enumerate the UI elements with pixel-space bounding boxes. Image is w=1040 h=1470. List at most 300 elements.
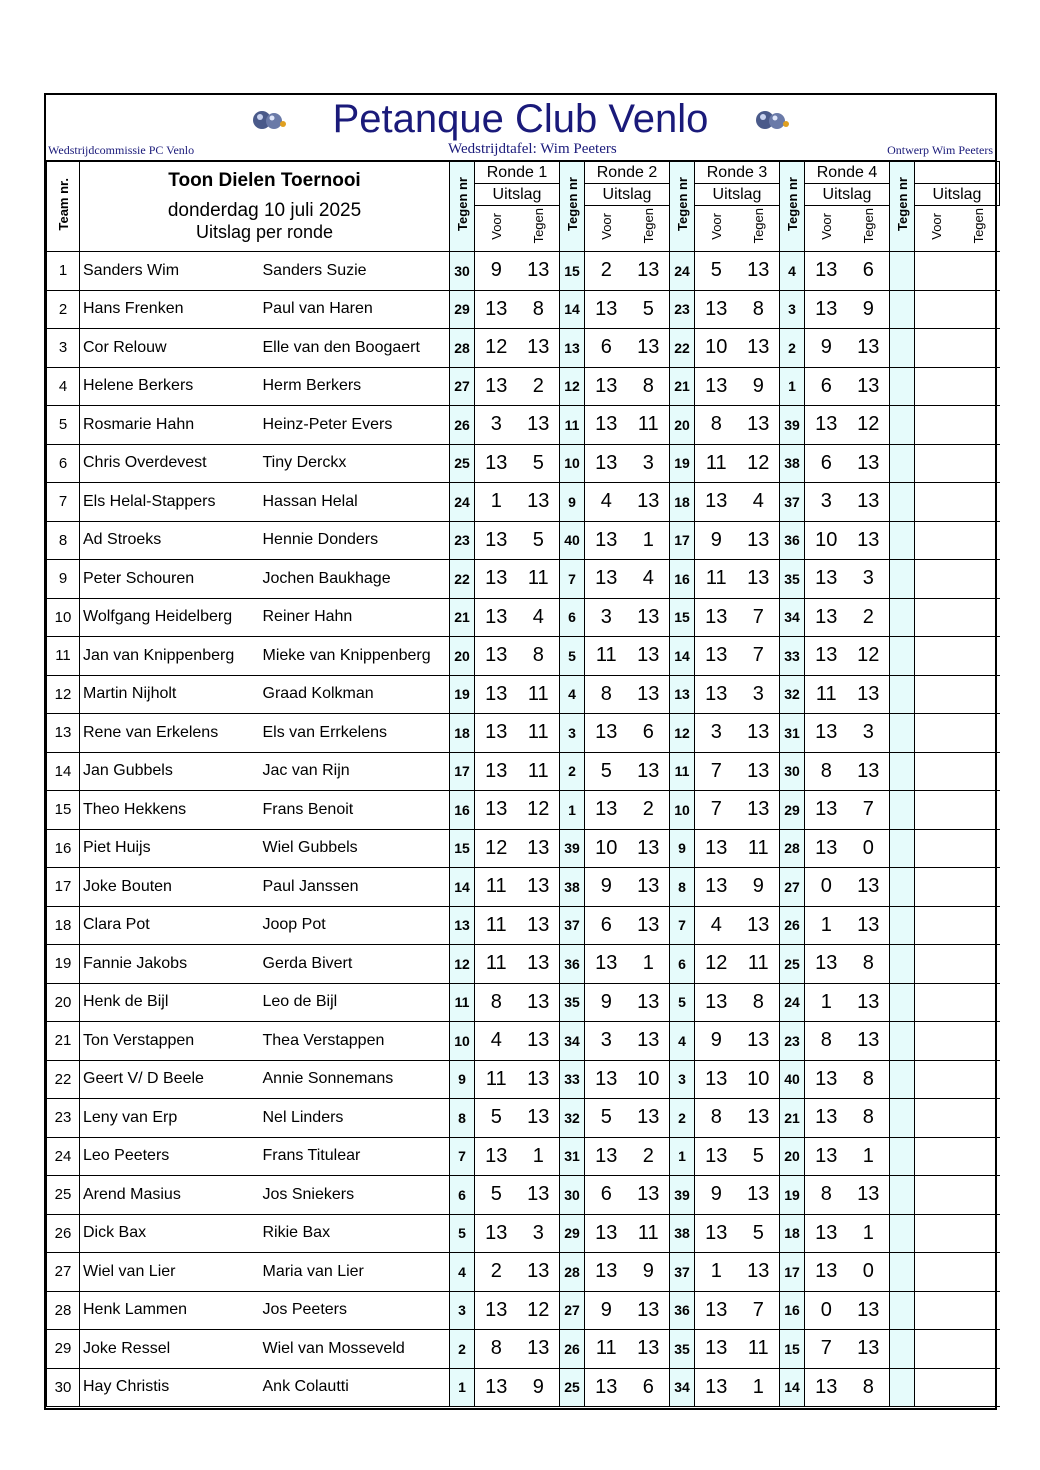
- player-1: Fannie Jakobs: [80, 945, 260, 984]
- team-number: 18: [47, 906, 80, 945]
- player-1: Wolfgang Heidelberg: [80, 598, 260, 637]
- score-tegen: [958, 1137, 1000, 1176]
- score-voor: 13: [695, 483, 738, 522]
- tegen-header: Tegen: [848, 206, 890, 252]
- score-tegen: 13: [518, 252, 560, 291]
- round-4-header: Ronde 4: [805, 162, 890, 184]
- score-tegen: 13: [518, 1330, 560, 1369]
- score-tegen: 13: [848, 906, 890, 945]
- score-tegen: 8: [738, 983, 780, 1022]
- opponent-number: 37: [670, 1253, 695, 1292]
- score-tegen: 0: [848, 1253, 890, 1292]
- opponent-number: 36: [670, 1291, 695, 1330]
- opponent-number: 33: [780, 637, 805, 676]
- opponent-number: 2: [670, 1099, 695, 1138]
- score-tegen: 9: [628, 1253, 670, 1292]
- opponent-number: [890, 1330, 915, 1369]
- score-tegen: 5: [738, 1214, 780, 1253]
- score-tegen: [958, 1099, 1000, 1138]
- opponent-number: 37: [560, 906, 585, 945]
- score-tegen: 12: [738, 444, 780, 483]
- score-voor: 13: [475, 675, 518, 714]
- score-tegen: [958, 1291, 1000, 1330]
- score-voor: 13: [475, 1214, 518, 1253]
- score-tegen: 13: [848, 444, 890, 483]
- opponent-number: [890, 1368, 915, 1407]
- score-tegen: 1: [848, 1137, 890, 1176]
- opponent-number: 36: [780, 521, 805, 560]
- score-tegen: 13: [738, 752, 780, 791]
- score-voor: 8: [805, 752, 848, 791]
- score-voor: 4: [695, 906, 738, 945]
- score-tegen: 6: [628, 1368, 670, 1407]
- score-voor: 13: [805, 598, 848, 637]
- score-tegen: [958, 367, 1000, 406]
- table-row: [47, 752, 1000, 791]
- table-row: [47, 1022, 1000, 1061]
- score-tegen: 13: [848, 1330, 890, 1369]
- score-voor: 5: [475, 1099, 518, 1138]
- opponent-number: 32: [780, 675, 805, 714]
- opponent-number: 27: [780, 868, 805, 907]
- score-voor: 5: [475, 1176, 518, 1215]
- results-table: [46, 161, 1000, 1407]
- opponent-number: 1: [670, 1137, 695, 1176]
- score-tegen: 12: [848, 637, 890, 676]
- score-tegen: 11: [738, 1330, 780, 1369]
- opponent-number: 30: [780, 752, 805, 791]
- opponent-number: 35: [780, 560, 805, 599]
- player-2: Frans Benoit: [260, 791, 450, 830]
- score-voor: [915, 560, 958, 599]
- opponent-number: 4: [780, 252, 805, 291]
- opponent-number: 23: [450, 521, 475, 560]
- player-1: Theo Hekkens: [80, 791, 260, 830]
- score-voor: 3: [695, 714, 738, 753]
- player-1: Clara Pot: [80, 906, 260, 945]
- score-tegen: 1: [848, 1214, 890, 1253]
- tegen-nr-header: Tegen nr: [450, 162, 475, 252]
- opponent-number: 26: [560, 1330, 585, 1369]
- score-tegen: 3: [848, 560, 890, 599]
- score-voor: 13: [475, 521, 518, 560]
- score-tegen: 13: [628, 906, 670, 945]
- score-tegen: 13: [738, 521, 780, 560]
- opponent-number: 8: [450, 1099, 475, 1138]
- table-row: [47, 1291, 1000, 1330]
- opponent-number: [890, 1060, 915, 1099]
- opponent-number: 1: [780, 367, 805, 406]
- score-tegen: 13: [628, 1176, 670, 1215]
- score-tegen: 9: [848, 290, 890, 329]
- score-tegen: 11: [518, 752, 560, 791]
- score-voor: [915, 637, 958, 676]
- player-1: Jan Gubbels: [80, 752, 260, 791]
- opponent-number: [890, 1176, 915, 1215]
- opponent-number: 14: [670, 637, 695, 676]
- team-number: 27: [47, 1253, 80, 1292]
- team-number: 30: [47, 1368, 80, 1407]
- table-row: [47, 560, 1000, 599]
- voor-header: Voor: [475, 206, 518, 252]
- opponent-number: 10: [670, 791, 695, 830]
- player-1: Chris Overdevest: [80, 444, 260, 483]
- score-tegen: 2: [518, 367, 560, 406]
- score-voor: 6: [585, 906, 628, 945]
- opponent-number: 11: [670, 752, 695, 791]
- opponent-number: 34: [780, 598, 805, 637]
- score-voor: 13: [805, 406, 848, 445]
- opponent-number: 19: [670, 444, 695, 483]
- score-tegen: 13: [848, 675, 890, 714]
- player-1: Rosmarie Hahn: [80, 406, 260, 445]
- score-tegen: 13: [628, 483, 670, 522]
- score-tegen: 13: [628, 1291, 670, 1330]
- design-credit-label: Ontwerp Wim Peeters: [887, 143, 993, 157]
- player-1: Rene van Erkelens: [80, 714, 260, 753]
- title-row: [46, 95, 995, 141]
- score-tegen: [958, 791, 1000, 830]
- opponent-number: 17: [670, 521, 695, 560]
- opponent-number: 21: [450, 598, 475, 637]
- tegen-header: Tegen: [518, 206, 560, 252]
- player-1: Leny van Erp: [80, 1099, 260, 1138]
- player-1: Joke Ressel: [80, 1330, 260, 1369]
- opponent-number: 15: [780, 1330, 805, 1369]
- score-tegen: 8: [848, 945, 890, 984]
- score-voor: 13: [805, 1253, 848, 1292]
- score-tegen: 11: [738, 945, 780, 984]
- score-tegen: [958, 829, 1000, 868]
- score-voor: 13: [475, 752, 518, 791]
- score-voor: 8: [695, 406, 738, 445]
- opponent-number: [890, 637, 915, 676]
- score-tegen: 4: [738, 483, 780, 522]
- score-voor: 13: [475, 598, 518, 637]
- opponent-number: 11: [450, 983, 475, 1022]
- score-tegen: 13: [628, 1022, 670, 1061]
- score-voor: 5: [695, 252, 738, 291]
- player-2: Annie Sonnemans: [260, 1060, 450, 1099]
- opponent-number: 22: [670, 329, 695, 368]
- score-tegen: 13: [518, 983, 560, 1022]
- player-2: Ank Colautti: [260, 1368, 450, 1407]
- score-voor: 6: [805, 444, 848, 483]
- opponent-number: 9: [450, 1060, 475, 1099]
- score-tegen: 13: [848, 868, 890, 907]
- voor-header: Voor: [915, 206, 958, 252]
- opponent-number: 4: [450, 1253, 475, 1292]
- score-voor: 11: [695, 444, 738, 483]
- opponent-number: [890, 906, 915, 945]
- opponent-number: 40: [560, 521, 585, 560]
- score-voor: [915, 329, 958, 368]
- score-tegen: 8: [518, 290, 560, 329]
- opponent-number: 34: [670, 1368, 695, 1407]
- player-2: Nel Linders: [260, 1099, 450, 1138]
- subheader-row: [46, 141, 995, 161]
- team-number: 10: [47, 598, 80, 637]
- team-number: 5: [47, 406, 80, 445]
- opponent-number: 13: [560, 329, 585, 368]
- opponent-number: 15: [560, 252, 585, 291]
- opponent-number: 23: [670, 290, 695, 329]
- opponent-number: [890, 444, 915, 483]
- score-tegen: 11: [518, 714, 560, 753]
- score-tegen: 10: [628, 1060, 670, 1099]
- score-voor: 9: [585, 868, 628, 907]
- score-voor: 13: [805, 290, 848, 329]
- score-voor: 3: [475, 406, 518, 445]
- score-voor: [915, 521, 958, 560]
- team-number: 2: [47, 290, 80, 329]
- team-number: 1: [47, 252, 80, 291]
- opponent-number: 40: [780, 1060, 805, 1099]
- player-2: Rikie Bax: [260, 1214, 450, 1253]
- score-tegen: 1: [628, 945, 670, 984]
- round-2-header: Ronde 2: [585, 162, 670, 184]
- score-voor: 11: [475, 906, 518, 945]
- score-voor: 13: [805, 714, 848, 753]
- score-tegen: 13: [628, 329, 670, 368]
- round-3-header: Ronde 3: [695, 162, 780, 184]
- score-voor: [915, 791, 958, 830]
- score-voor: 5: [585, 752, 628, 791]
- score-voor: 13: [695, 829, 738, 868]
- score-tegen: 13: [628, 983, 670, 1022]
- score-voor: 4: [585, 483, 628, 522]
- score-voor: 13: [695, 637, 738, 676]
- opponent-number: 17: [450, 752, 475, 791]
- player-2: Leo de Bijl: [260, 983, 450, 1022]
- opponent-number: [890, 1253, 915, 1292]
- score-tegen: 7: [738, 637, 780, 676]
- score-voor: 13: [805, 252, 848, 291]
- opponent-number: 10: [450, 1022, 475, 1061]
- score-tegen: [958, 290, 1000, 329]
- opponent-number: [890, 983, 915, 1022]
- opponent-number: 21: [670, 367, 695, 406]
- score-tegen: 11: [518, 675, 560, 714]
- score-tegen: 13: [518, 406, 560, 445]
- score-voor: 13: [475, 714, 518, 753]
- player-2: Sanders Suzie: [260, 252, 450, 291]
- score-voor: [915, 983, 958, 1022]
- player-1: Arend Masius: [80, 1176, 260, 1215]
- score-voor: 11: [695, 560, 738, 599]
- score-voor: 13: [805, 1099, 848, 1138]
- score-voor: 8: [805, 1022, 848, 1061]
- team-number: 19: [47, 945, 80, 984]
- score-tegen: 13: [518, 829, 560, 868]
- opponent-number: 29: [450, 290, 475, 329]
- score-voor: 10: [695, 329, 738, 368]
- score-voor: 5: [585, 1099, 628, 1138]
- score-voor: 13: [805, 945, 848, 984]
- table-row: [47, 675, 1000, 714]
- score-voor: 1: [805, 983, 848, 1022]
- score-tegen: 7: [738, 1291, 780, 1330]
- score-voor: 8: [475, 983, 518, 1022]
- opponent-number: [890, 252, 915, 291]
- score-voor: 10: [585, 829, 628, 868]
- score-tegen: [958, 983, 1000, 1022]
- player-2: Els van Errkelens: [260, 714, 450, 753]
- score-tegen: 13: [848, 1291, 890, 1330]
- score-tegen: 13: [848, 983, 890, 1022]
- score-tegen: [958, 675, 1000, 714]
- opponent-number: [890, 367, 915, 406]
- player-1: Henk de Bijl: [80, 983, 260, 1022]
- score-voor: 8: [695, 1099, 738, 1138]
- opponent-number: 11: [560, 406, 585, 445]
- player-2: Heinz-Peter Evers: [260, 406, 450, 445]
- score-voor: 13: [585, 1214, 628, 1253]
- player-2: Graad Kolkman: [260, 675, 450, 714]
- score-voor: 12: [695, 945, 738, 984]
- score-voor: 7: [695, 752, 738, 791]
- opponent-number: 27: [450, 367, 475, 406]
- team-number: 20: [47, 983, 80, 1022]
- opponent-number: 29: [560, 1214, 585, 1253]
- score-voor: 13: [805, 560, 848, 599]
- table-row: [47, 637, 1000, 676]
- score-voor: 11: [805, 675, 848, 714]
- opponent-number: [890, 791, 915, 830]
- uitslag-header: Uitslag: [585, 184, 670, 206]
- player-1: Jan van Knippenberg: [80, 637, 260, 676]
- opponent-number: 36: [560, 945, 585, 984]
- opponent-number: [890, 675, 915, 714]
- score-voor: 6: [585, 329, 628, 368]
- score-tegen: 13: [628, 252, 670, 291]
- score-voor: [915, 675, 958, 714]
- opponent-number: 10: [560, 444, 585, 483]
- table-row: [47, 483, 1000, 522]
- team-number: 17: [47, 868, 80, 907]
- player-2: Paul van Haren: [260, 290, 450, 329]
- score-voor: 13: [475, 1137, 518, 1176]
- score-tegen: 13: [738, 714, 780, 753]
- opponent-number: 30: [450, 252, 475, 291]
- table-row: [47, 290, 1000, 329]
- score-tegen: 13: [738, 906, 780, 945]
- score-voor: [915, 1368, 958, 1407]
- team-number: 4: [47, 367, 80, 406]
- team-number: 13: [47, 714, 80, 753]
- score-tegen: 3: [518, 1214, 560, 1253]
- score-voor: [915, 252, 958, 291]
- table-row: [47, 1253, 1000, 1292]
- event-subtitle: Uitslag per ronde: [195, 222, 334, 242]
- score-tegen: [958, 752, 1000, 791]
- score-tegen: 9: [518, 1368, 560, 1407]
- score-tegen: [958, 483, 1000, 522]
- score-tegen: 13: [518, 329, 560, 368]
- score-tegen: 9: [738, 868, 780, 907]
- opponent-number: [890, 1214, 915, 1253]
- player-1: Helene Berkers: [80, 367, 260, 406]
- score-voor: 13: [695, 1060, 738, 1099]
- team-number: 9: [47, 560, 80, 599]
- opponent-number: 18: [670, 483, 695, 522]
- score-tegen: 13: [628, 1330, 670, 1369]
- score-tegen: 13: [848, 367, 890, 406]
- score-voor: [915, 444, 958, 483]
- score-voor: 13: [585, 521, 628, 560]
- score-voor: 13: [475, 1368, 518, 1407]
- opponent-number: 39: [780, 406, 805, 445]
- score-tegen: 11: [518, 560, 560, 599]
- score-voor: 7: [695, 791, 738, 830]
- score-tegen: 1: [628, 521, 670, 560]
- player-2: Reiner Hahn: [260, 598, 450, 637]
- score-tegen: 9: [738, 367, 780, 406]
- opponent-number: 25: [450, 444, 475, 483]
- score-tegen: [958, 1330, 1000, 1369]
- team-number: 8: [47, 521, 80, 560]
- opponent-number: 9: [560, 483, 585, 522]
- score-voor: [915, 714, 958, 753]
- score-tegen: 5: [628, 290, 670, 329]
- voor-header: Voor: [805, 206, 848, 252]
- tegen-header: Tegen: [958, 206, 1000, 252]
- uitslag-header: Uitslag: [475, 184, 560, 206]
- score-voor: 13: [585, 945, 628, 984]
- player-2: Frans Titulear: [260, 1137, 450, 1176]
- opponent-number: 13: [450, 906, 475, 945]
- opponent-number: 29: [780, 791, 805, 830]
- opponent-number: 2: [450, 1330, 475, 1369]
- opponent-number: 23: [780, 1022, 805, 1061]
- player-1: Sanders Wim: [80, 252, 260, 291]
- team-number: 14: [47, 752, 80, 791]
- score-voor: 13: [585, 1253, 628, 1292]
- score-tegen: 13: [738, 1176, 780, 1215]
- score-voor: 9: [695, 1176, 738, 1215]
- score-tegen: [958, 252, 1000, 291]
- score-voor: 11: [475, 868, 518, 907]
- score-tegen: 8: [738, 290, 780, 329]
- tegen-header: Tegen: [628, 206, 670, 252]
- score-tegen: 13: [848, 521, 890, 560]
- player-1: Leo Peeters: [80, 1137, 260, 1176]
- opponent-number: 31: [560, 1137, 585, 1176]
- player-1: Peter Schouren: [80, 560, 260, 599]
- score-tegen: [958, 945, 1000, 984]
- table-row: [47, 829, 1000, 868]
- score-voor: 13: [805, 637, 848, 676]
- score-tegen: 5: [518, 444, 560, 483]
- score-voor: [915, 829, 958, 868]
- score-tegen: [958, 598, 1000, 637]
- table-row: [47, 791, 1000, 830]
- opponent-number: 13: [670, 675, 695, 714]
- score-tegen: 4: [628, 560, 670, 599]
- team-number: 3: [47, 329, 80, 368]
- table-row: [47, 1214, 1000, 1253]
- score-voor: 8: [585, 675, 628, 714]
- score-voor: 7: [805, 1330, 848, 1369]
- score-voor: 6: [805, 367, 848, 406]
- score-tegen: [958, 1368, 1000, 1407]
- table-row: [47, 598, 1000, 637]
- score-voor: 13: [805, 1214, 848, 1253]
- score-voor: 13: [585, 1137, 628, 1176]
- score-voor: 13: [475, 367, 518, 406]
- player-1: Joke Bouten: [80, 868, 260, 907]
- score-voor: [915, 1099, 958, 1138]
